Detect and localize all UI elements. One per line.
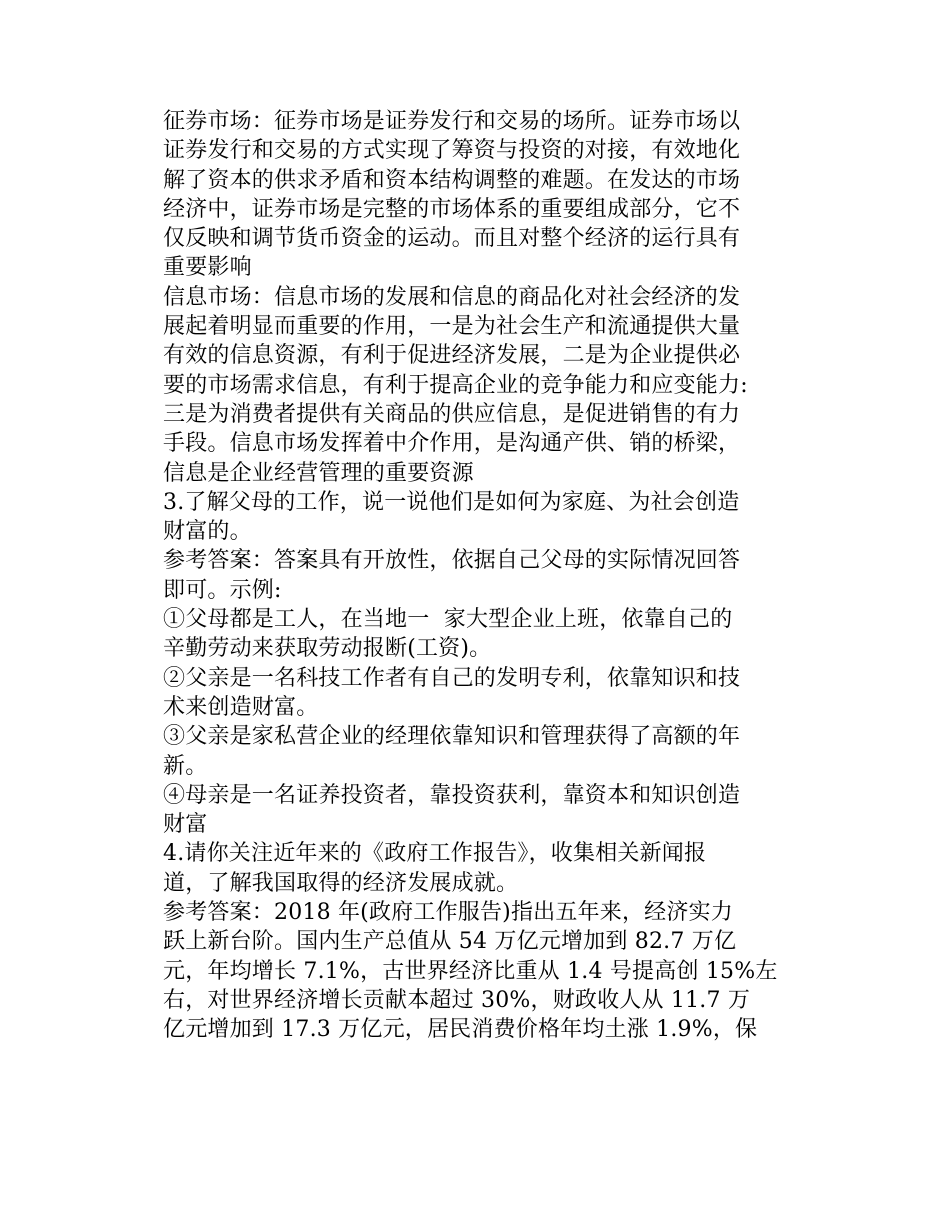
- text-line: 三是为消费者提供有关商品的供应信息，是促进销售的有力: [163, 401, 741, 427]
- document-body: [163, 107, 803, 1045]
- text-line: 术来创造财富。: [163, 694, 319, 720]
- text-line: 参考答案：2018 年(政府工作服告)指出五年来，经济实力: [163, 900, 733, 926]
- text-line: 经济中，证券市场是完整的市场体系的重要组成部分，它不: [163, 196, 741, 222]
- text-line: 辛勤劳动来获取劳动报断(工资)。: [163, 636, 492, 662]
- text-line: 展起着明显而重要的作用，一是为社会生产和流通提供大量: [163, 314, 741, 340]
- text-line: 3.了解父母的工作，说一说他们是如何为家庭、为社会创造: [163, 489, 740, 515]
- text-line: ②父亲是一名科技工作者有自己的发明专利，依靠知识和技: [163, 665, 741, 691]
- text-line: 信息市场：信息市场的发展和信息的商品化对社会经济的发: [163, 284, 741, 310]
- text-line: 解了资本的供求矛盾和资本结构调整的难题。在发达的市场: [163, 167, 741, 193]
- text-line: 手段。信息市场发挥着中介作用，是沟通产供、销的桥梁，: [163, 431, 741, 457]
- text-line: 跃上新台阶。国内生产总值从 54 万亿元增加到 82.7 万亿: [163, 929, 737, 955]
- text-line: 新。: [163, 753, 208, 779]
- text-line: 仅反映和调节货币资金的运动。而且对整个经济的运行具有: [163, 226, 741, 252]
- text-line: 元，年均增长 7.1%，古世界经济比重从 1.4 号提高创 15%左: [163, 958, 778, 984]
- text-line: 即可。示例:: [163, 577, 282, 603]
- text-line: ③父亲是家私营企业的经理依靠知识和管理获得了高额的年: [163, 724, 741, 750]
- text-line: 有效的信息资源，有利于促进经济发展，二是为企业提供必: [163, 343, 741, 369]
- text-line: 征券市场：征券市场是证券发行和交易的场所。证券市场以: [163, 109, 741, 134]
- text-line: 道，了解我国取得的经济发展成就。: [163, 870, 519, 896]
- text-line: 亿元增加到 17.3 万亿元，居民消费价格年均土涨 1.9%，保: [163, 1017, 758, 1043]
- text-line: 信息是企业经营管理的重要资源: [163, 460, 474, 486]
- text-line: 财富: [163, 812, 208, 838]
- text-line: ①父母都是工人，在当地一 家大型企业上班，依靠自己的: [163, 607, 733, 633]
- text-line: ④母亲是一名证养投资者，靠投资获利，靠资本和知识创造: [163, 782, 741, 808]
- text-line: 财富的。: [163, 519, 252, 545]
- text-line: 重要影响: [163, 255, 252, 281]
- text-line: 证券发行和交易的方式实现了筹资与投资的对接，有效地化: [163, 138, 741, 164]
- text-line: 右，对世界经济增长贡献本超过 30%，财政收人从 11.7 万: [163, 987, 751, 1013]
- text-line: 要的市场需求信息，有利于提高企业的竞争能力和应变能力:: [163, 372, 748, 398]
- text-line: 4.请你关注近年来的《政府工作报告》，收集相关新闻报: [163, 841, 707, 867]
- text-line: 参考答案：答案具有开放性，依据自己父母的实际情况回答: [163, 548, 741, 574]
